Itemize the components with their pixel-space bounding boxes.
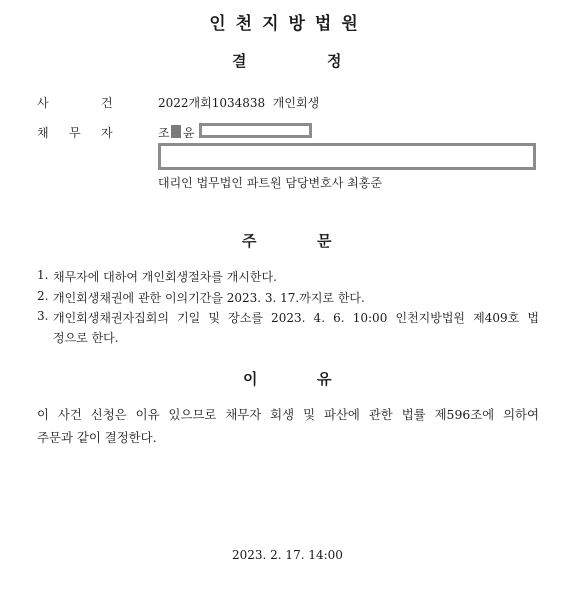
decision-date: 2023. 2. 17. 14:00 — [232, 548, 343, 562]
debtor-representative: 대리인 법무법인 파트원 담당변호사 최홍준 — [158, 176, 382, 190]
order-text: 개인회생채권자집회의 기일 및 장소를 2023. 4. 6. 10:00 인천지방법원 제409호 법 — [53, 311, 539, 325]
debtor-name-redaction — [171, 125, 181, 138]
case-label-char-1: 사 — [37, 96, 49, 110]
order-text: 채무자에 대하여 개인회생절차를 개시한다. — [53, 270, 277, 284]
case-label-char-2: 건 — [101, 96, 113, 110]
debtor-label-char-2: 무 — [69, 126, 81, 140]
order-number: 2. — [37, 289, 49, 303]
order-number: 1. — [37, 268, 49, 282]
reason-heading — [0, 368, 577, 388]
document-title-left: 결 — [232, 52, 247, 70]
court-name: 인천지방법원 — [209, 14, 368, 34]
debtor-label-char-1: 채 — [37, 126, 49, 140]
reason-line-2: 주문과 같이 결정한다. — [37, 430, 157, 445]
order-number: 3. — [37, 309, 49, 323]
reason-heading-left: 이 — [243, 370, 258, 388]
order-heading-left: 주 — [242, 232, 257, 250]
order-heading-right: 문 — [317, 232, 332, 250]
debtor-name-last: 윤 — [183, 126, 195, 140]
order-text: 개인회생채권에 관한 이의기간을 2023. 3. 17.까지로 한다. — [53, 291, 365, 305]
debtor-id-redaction — [199, 123, 312, 138]
reason-heading-right: 유 — [317, 370, 332, 388]
document-title — [0, 50, 577, 70]
order-heading — [0, 230, 577, 250]
debtor-label-char-3: 자 — [101, 126, 113, 140]
document-title-right: 정 — [327, 52, 342, 70]
debtor-address-redaction — [158, 143, 536, 170]
order-text-continued: 정으로 한다. — [53, 331, 119, 345]
debtor-name-first: 조 — [158, 126, 170, 140]
case-number: 2022개회1034838 개인회생 — [158, 96, 320, 110]
reason-line-1: 이 사건 신청은 이유 있으므로 채무자 회생 및 파산에 관한 법률 제596조에 의하여 — [37, 407, 539, 422]
